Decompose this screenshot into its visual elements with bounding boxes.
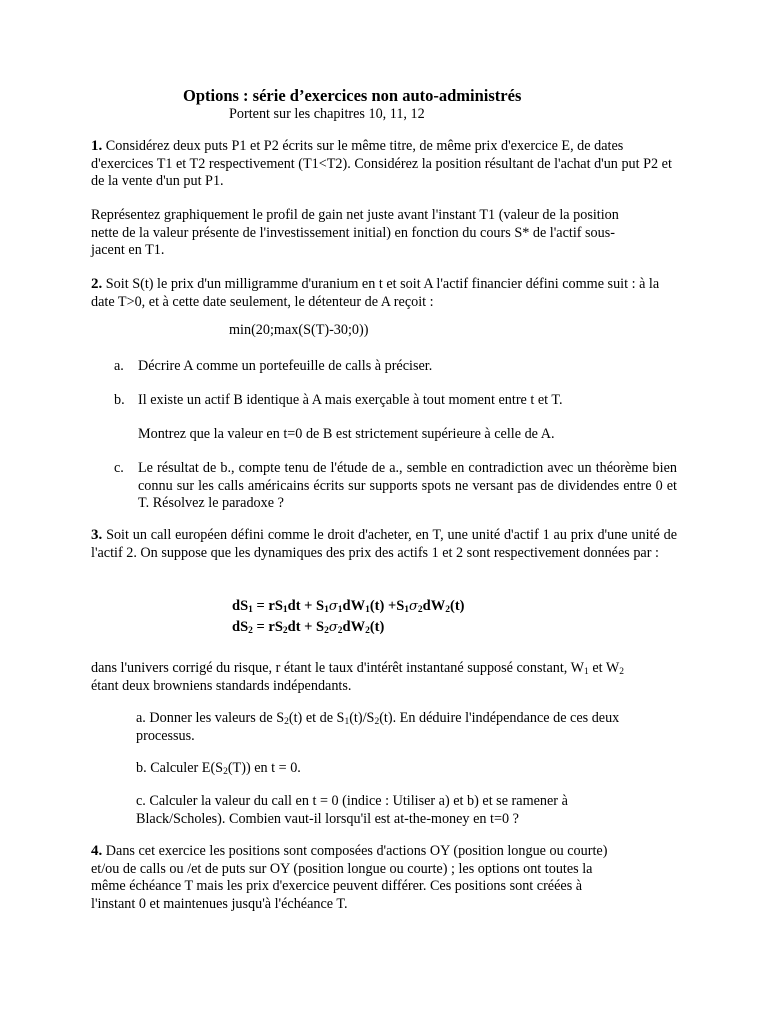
list-marker-b: b.: [114, 392, 125, 408]
exercise-4-statement: [91, 843, 677, 913]
exercise-1-question: [91, 207, 677, 260]
exercise-number: 2.: [91, 276, 103, 292]
question-2c: Le résultat de b., compte tenu de l'étude de a., semble en contradiction avec un théorème bien connu sur les calls américains écrits sur supports spots ne versant pas de dividendes entre 0 et T. Résolvez le paradoxe ?: [138, 460, 677, 511]
sigma-symbol: σ: [328, 620, 338, 635]
paragraph-text: Soit un call européen défini comme le droit d'acheter, en T, une unité d'actif 1 au prix d'une unité de l'actif 2. On suppose que les dynamiques des prix des actifs 1 et 2 sont respectivement données par :: [91, 527, 677, 561]
text-line: Représentez graphiquement le profil de gain net juste avant l'instant T1 (valeur de la position: [91, 207, 619, 223]
paragraph-text: Soit S(t) le prix d'un milligramme d'uranium en t et soit A l'actif financier défini comme suit : à la date T>0, et à cette date seulement, le détenteur de A reçoit :: [91, 276, 660, 310]
price-dynamics-equations: [232, 596, 464, 638]
list-marker-c: c.: [114, 460, 124, 476]
text-line: l'instant 0 et maintenues jusqu'à l'échéance T.: [91, 895, 348, 912]
exercise-number: 3.: [91, 527, 103, 543]
exercise-number: 4.: [91, 843, 103, 859]
text-line: 4. Dans cet exercice les positions sont composées d'actions OY (position longue ou courte): [91, 843, 608, 859]
page-title: Options : série d’exercices non auto-administrés: [183, 86, 522, 105]
sigma-symbol: σ: [409, 599, 418, 614]
question-2b: Il existe un actif B identique à A mais exerçable à tout moment entre t et T.: [138, 392, 563, 408]
exercise-3-context: [91, 660, 677, 695]
page-subtitle: Portent sur les chapitres 10, 11, 12: [229, 106, 425, 122]
question-2a: Décrire A comme un portefeuille de calls à préciser.: [138, 358, 433, 374]
text-line: même échéance T mais les prix d'exercice peuvent différer. Ces positions sont créées à: [91, 878, 583, 894]
list-marker-a: a.: [114, 358, 124, 374]
question-2b-continued: Montrez que la valeur en t=0 de B est strictement supérieure à celle de A.: [138, 426, 555, 442]
text-line: et/ou de calls ou /et de puts sur OY (position longue ou courte) ; les options ont toutes la: [91, 860, 593, 877]
question-3c: [136, 793, 677, 828]
text-line: c. Calculer la valeur du call en t = 0 (indice : Utiliser a) et b) et se ramener à: [136, 793, 568, 809]
payoff-formula: min(20;max(S(T)-30;0)): [229, 322, 369, 338]
text-line: jacent en T1.: [91, 242, 165, 258]
text-line: étant deux browniens standards indépendants.: [91, 677, 352, 694]
question-3a: a. Donner les valeurs de $S_2(t)$ et de $S_1(t)/S_2(t)$. En déduire l'indépendance de ces deux processus.: [136, 710, 620, 744]
exercise-number: 1.: [91, 138, 103, 154]
text-line: nette de la valeur présente de l'investissement initial) en fonction du cours S* de l'actif sous-: [91, 224, 615, 241]
text-line: Black/Scholes). Combien vaut-il lorsqu'il est at-the-money en t=0 ?: [136, 810, 519, 827]
equation-ds1: $dS_1 = rS_1dt + S_1\sigma_1dW_1(t) +S_1\sigma_2dW_2(t)$: [232, 598, 465, 615]
question-3b: b. Calculer $E(S_2(T))$ en t = 0.: [136, 760, 301, 777]
text-line: dans l'univers corrigé du risque, r étant le taux d'intérêt instantané supposé constant, $W_1$ et $W_2$: [91, 660, 624, 677]
exercise-3-statement: [91, 527, 677, 562]
exercise-2-statement: [91, 276, 677, 311]
equation-ds2: $dS_2 = rS_2dt + S_2\sigma_2dW_2(t)$: [232, 619, 385, 636]
sigma-symbol: σ: [328, 599, 338, 614]
exercise-1-statement: [91, 138, 677, 191]
paragraph-text: Considérez deux puts P1 et P2 écrits sur le même titre, de même prix d'exercice E, de dates d'exercices T1 et T2 respectivement (T1<T2). Considérez la position résultant de l'achat d'un put P2 et de la vente d'un put P1.: [91, 138, 672, 189]
